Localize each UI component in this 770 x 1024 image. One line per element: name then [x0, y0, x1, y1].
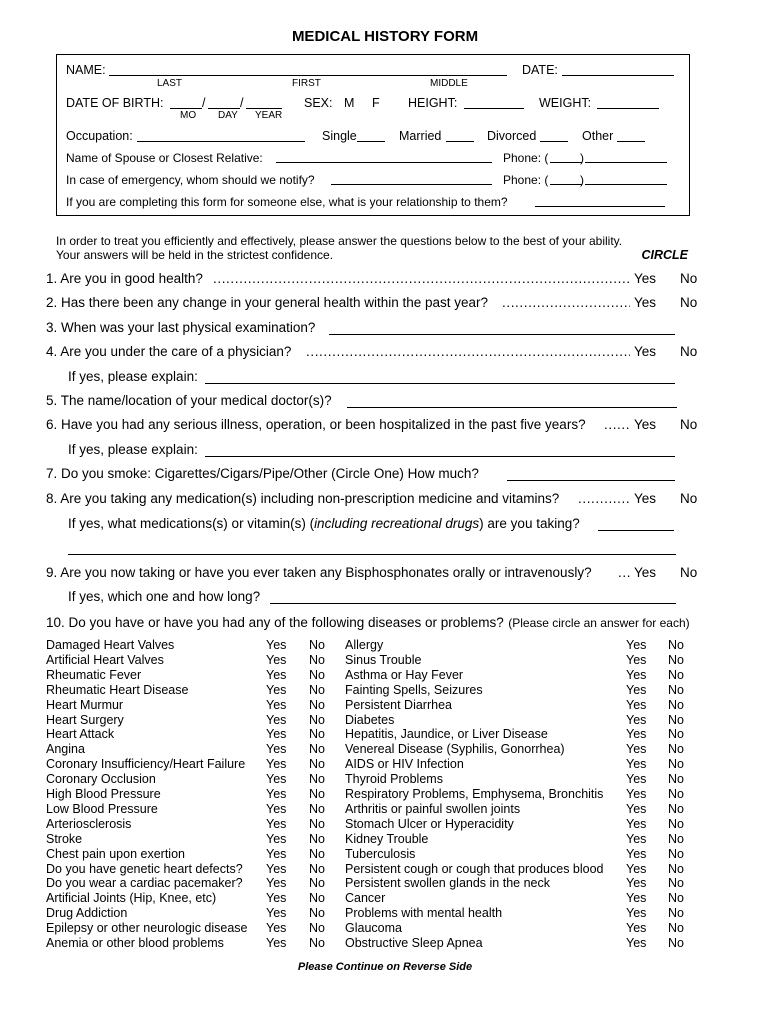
sex-m-option[interactable]: M [344, 96, 355, 110]
question-8-field-2[interactable] [68, 554, 676, 555]
disease-left-no[interactable]: No [309, 742, 325, 756]
occupation-field[interactable] [137, 141, 305, 142]
disease-right-yes[interactable]: Yes [626, 906, 647, 920]
question-6-explain-label: If yes, please explain: [68, 442, 198, 457]
disease-left-yes[interactable]: Yes [266, 787, 287, 801]
disease-right-item: Persistent Diarrhea [345, 698, 452, 712]
question-2-yes[interactable]: Yes [634, 295, 657, 310]
disease-left-no[interactable]: No [309, 683, 325, 697]
spouse-phone-close: ) [580, 151, 584, 165]
question-4-leader [306, 344, 630, 359]
relationship-label: If you are completing this form for someone else, what is your relationship to them? [66, 195, 508, 209]
question-4-explain-label: If yes, please explain: [68, 369, 198, 384]
middle-sublabel: MIDDLE [430, 78, 468, 89]
disease-right-item: Arthritis or painful swollen joints [345, 802, 521, 816]
question-9: 9. Are you now taking or have you ever taken any Bisphosphonates orally or intravenously? [46, 565, 592, 580]
disease-left-yes[interactable]: Yes [266, 772, 287, 786]
disease-right-yes[interactable]: Yes [626, 638, 647, 652]
disease-left-yes[interactable]: Yes [266, 876, 287, 890]
question-8-field[interactable] [598, 530, 674, 531]
disease-right-no[interactable]: No [668, 787, 684, 801]
question-10-text: 10. Do you have or have you had any of the following diseases or problems? [46, 615, 504, 630]
disease-right-yes[interactable]: Yes [626, 727, 647, 741]
disease-right-yes[interactable]: Yes [626, 683, 647, 697]
disease-left-yes[interactable]: Yes [266, 847, 287, 861]
mo-sublabel: MO [180, 110, 197, 121]
occupation-label: Occupation: [66, 129, 133, 143]
circle-label: CIRCLE [641, 248, 688, 262]
disease-right-no[interactable]: No [668, 862, 684, 876]
disease-left-no[interactable]: No [309, 787, 325, 801]
divorced-field[interactable] [540, 141, 568, 142]
other-label: Other [582, 129, 614, 143]
disease-right-yes[interactable]: Yes [626, 742, 647, 756]
disease-left-no[interactable]: No [309, 847, 325, 861]
disease-left-item: Artificial Heart Valves [46, 653, 164, 667]
disease-right-item: Persistent swollen glands in the neck [345, 876, 550, 890]
relationship-field[interactable] [535, 206, 665, 207]
question-1-no[interactable]: No [680, 271, 698, 286]
disease-left-yes[interactable]: Yes [266, 802, 287, 816]
spouse-phone-label: Phone: ( [503, 151, 549, 165]
disease-right-no[interactable]: No [668, 653, 684, 667]
disease-left-yes[interactable]: Yes [266, 727, 287, 741]
footer-note: Please Continue on Reverse Side [297, 961, 473, 973]
disease-left-item: Do you have genetic heart defects? [46, 862, 243, 876]
disease-right-no[interactable]: No [668, 727, 684, 741]
date-field[interactable] [562, 75, 674, 76]
question-6-no[interactable]: No [680, 417, 698, 432]
disease-right-item: Sinus Trouble [345, 653, 422, 667]
disease-left-yes[interactable]: Yes [266, 832, 287, 846]
disease-right-no[interactable]: No [668, 936, 684, 950]
disease-right-item: AIDS or HIV Infection [345, 757, 464, 771]
disease-right-no[interactable]: No [668, 891, 684, 905]
disease-left-item: Arteriosclerosis [46, 817, 132, 831]
question-6-yes[interactable]: Yes [634, 417, 657, 432]
disease-left-yes[interactable]: Yes [266, 921, 287, 935]
question-9-followup: If yes, which one and how long? [68, 589, 261, 604]
disease-left-item: Drug Addiction [46, 906, 128, 920]
dob-sep-1: / [202, 96, 206, 110]
disease-left-item: Low Blood Pressure [46, 802, 158, 816]
disease-left-no[interactable]: No [309, 921, 325, 935]
weight-label: WEIGHT: [539, 96, 592, 110]
question-5: 5. The name/location of your medical doctor(s)? [46, 393, 332, 408]
disease-left-no[interactable]: No [309, 832, 325, 846]
height-label: HEIGHT: [408, 96, 458, 110]
disease-left-no[interactable]: No [309, 862, 325, 876]
question-6-leader [604, 417, 630, 432]
disease-right-yes[interactable]: Yes [626, 876, 647, 890]
question-10-note: (Please circle an answer for each) [508, 616, 690, 630]
disease-left-item: Do you wear a cardiac pacemaker? [46, 876, 243, 890]
dob-year-field[interactable] [246, 108, 282, 109]
disease-right-item: Kidney Trouble [345, 832, 429, 846]
dob-day-field[interactable] [208, 108, 240, 109]
disease-left-yes[interactable]: Yes [266, 906, 287, 920]
disease-left-item: Rheumatic Fever [46, 668, 142, 682]
emergency-phone-field[interactable] [585, 184, 667, 185]
question-9-leader [618, 565, 632, 580]
intro-line-1: In order to treat you efficiently and effectively, please answer the questions below to the best of your ability. [56, 234, 623, 248]
disease-left-yes[interactable]: Yes [266, 757, 287, 771]
disease-left-no[interactable]: No [309, 653, 325, 667]
disease-left-yes[interactable]: Yes [266, 653, 287, 667]
name-field[interactable] [109, 75, 507, 76]
spouse-phone-area-field[interactable] [550, 162, 582, 163]
disease-right-yes[interactable]: Yes [626, 847, 647, 861]
other-field[interactable] [617, 141, 645, 142]
disease-left-item: Coronary Occlusion [46, 772, 156, 786]
question-1-leader [213, 271, 630, 286]
disease-left-yes[interactable]: Yes [266, 891, 287, 905]
disease-left-item: Artificial Joints (Hip, Knee, etc) [46, 891, 217, 905]
weight-field[interactable] [597, 108, 659, 109]
question-5-field[interactable] [347, 407, 677, 408]
question-4-yes[interactable]: Yes [634, 344, 657, 359]
emergency-phone-label: Phone: ( [503, 173, 549, 187]
disease-left-yes[interactable]: Yes [266, 713, 287, 727]
disease-left-no[interactable]: No [309, 713, 325, 727]
emergency-phone-close: ) [580, 173, 584, 187]
disease-right-item: Respiratory Problems, Emphysema, Bronchitis [345, 787, 604, 801]
question-10 [46, 614, 690, 632]
question-6-explain-field[interactable] [205, 456, 675, 457]
last-sublabel: LAST [157, 78, 183, 89]
question-8-followup-italic: including recreational drugs [314, 516, 480, 531]
disease-left-yes[interactable]: Yes [266, 668, 287, 682]
question-6: 6. Have you had any serious illness, operation, or been hospitalized in the past five years? [46, 417, 586, 432]
disease-left-yes[interactable]: Yes [266, 683, 287, 697]
disease-left-item: High Blood Pressure [46, 787, 161, 801]
disease-right-item: Fainting Spells, Seizures [345, 683, 483, 697]
disease-right-item: Venereal Disease (Syphilis, Gonorrhea) [345, 742, 565, 756]
disease-right-yes[interactable]: Yes [626, 668, 647, 682]
question-7: 7. Do you smoke: Cigarettes/Cigars/Pipe/Other (Circle One) How much? [46, 466, 479, 481]
first-sublabel: FIRST [292, 78, 321, 89]
disease-right-item: Diabetes [345, 713, 395, 727]
disease-left-item: Rheumatic Heart Disease [46, 683, 189, 697]
married-label: Married [399, 129, 442, 143]
question-9-field[interactable] [270, 603, 676, 604]
disease-right-yes[interactable]: Yes [626, 713, 647, 727]
disease-left-item: Stroke [46, 832, 83, 846]
disease-left-yes[interactable]: Yes [266, 698, 287, 712]
disease-right-yes[interactable]: Yes [626, 936, 647, 950]
disease-right-yes[interactable]: Yes [626, 653, 647, 667]
disease-right-no[interactable]: No [668, 772, 684, 786]
disease-right-no[interactable]: No [668, 817, 684, 831]
year-sublabel: YEAR [255, 110, 283, 121]
disease-left-item: Coronary Insufficiency/Heart Failure [46, 757, 246, 771]
question-8-followup-b: ) are you taking? [479, 516, 580, 531]
disease-left-no[interactable]: No [309, 876, 325, 890]
disease-right-no[interactable]: No [668, 847, 684, 861]
disease-right-item: Allergy [345, 638, 384, 652]
disease-right-no[interactable]: No [668, 757, 684, 771]
question-9-no[interactable]: No [680, 565, 698, 580]
disease-right-no[interactable]: No [668, 906, 684, 920]
date-label: DATE: [522, 63, 558, 77]
disease-right-yes[interactable]: Yes [626, 817, 647, 831]
dob-label: DATE OF BIRTH: [66, 96, 164, 110]
married-field[interactable] [446, 141, 474, 142]
emergency-phone-area-field[interactable] [550, 184, 582, 185]
question-8-followup [68, 516, 580, 531]
disease-right-no[interactable]: No [668, 742, 684, 756]
spouse-phone-field[interactable] [585, 162, 667, 163]
disease-left-yes[interactable]: Yes [266, 936, 287, 950]
spouse-field[interactable] [276, 162, 492, 163]
dob-sep-2: / [240, 96, 244, 110]
disease-right-no[interactable]: No [668, 683, 684, 697]
question-2-no[interactable]: No [680, 295, 698, 310]
disease-left-yes[interactable]: Yes [266, 742, 287, 756]
disease-left-item: Anemia or other blood problems [46, 936, 224, 950]
disease-right-item: Glaucoma [345, 921, 402, 935]
question-9-yes[interactable]: Yes [634, 565, 657, 580]
question-8-no[interactable]: No [680, 491, 698, 506]
name-label: NAME: [66, 63, 106, 77]
disease-right-yes[interactable]: Yes [626, 757, 647, 771]
question-8: 8. Are you taking any medication(s) including non-prescription medicine and vitamins? [46, 491, 560, 506]
sex-f-option[interactable]: F [372, 96, 380, 110]
disease-left-item: Heart Attack [46, 727, 115, 741]
disease-right-yes[interactable]: Yes [626, 891, 647, 905]
disease-right-yes[interactable]: Yes [626, 832, 647, 846]
question-7-field[interactable] [507, 480, 675, 481]
disease-right-item: Thyroid Problems [345, 772, 443, 786]
disease-left-no[interactable]: No [309, 891, 325, 905]
disease-left-item: Damaged Heart Valves [46, 638, 175, 652]
disease-right-item: Tuberculosis [345, 847, 416, 861]
disease-left-no[interactable]: No [309, 727, 325, 741]
question-8-followup-a: If yes, what medications(s) or vitamin(s) ( [68, 516, 315, 531]
disease-left-yes[interactable]: Yes [266, 862, 287, 876]
divorced-label: Divorced [487, 129, 537, 143]
disease-right-no[interactable]: No [668, 713, 684, 727]
disease-right-yes[interactable]: Yes [626, 698, 647, 712]
disease-right-no[interactable]: No [668, 698, 684, 712]
disease-left-no[interactable]: No [309, 698, 325, 712]
disease-left-item: Angina [46, 742, 85, 756]
emergency-label: In case of emergency, whom should we notify? [66, 173, 315, 187]
spouse-label: Name of Spouse or Closest Relative: [66, 151, 263, 165]
question-4: 4. Are you under the care of a physician? [46, 344, 292, 359]
single-label: Single [322, 129, 357, 143]
disease-left-item: Heart Surgery [46, 713, 124, 727]
question-2-leader [502, 295, 630, 310]
disease-left-item: Epilepsy or other neurologic disease [46, 921, 248, 935]
disease-left-item: Heart Murmur [46, 698, 124, 712]
question-1: 1. Are you in good health? [46, 271, 203, 286]
disease-left-no[interactable]: No [309, 668, 325, 682]
question-8-leader [578, 491, 630, 506]
disease-left-no[interactable]: No [309, 772, 325, 786]
disease-right-item: Asthma or Hay Fever [345, 668, 464, 682]
disease-right-item: Hepatitis, Jaundice, or Liver Disease [345, 727, 548, 741]
question-1-yes[interactable]: Yes [634, 271, 657, 286]
disease-right-no[interactable]: No [668, 921, 684, 935]
question-2: 2. Has there been any change in your general health within the past year? [46, 295, 489, 310]
disease-left-yes[interactable]: Yes [266, 817, 287, 831]
disease-right-no[interactable]: No [668, 638, 684, 652]
intro-line-2: Your answers will be held in the strictest confidence. [56, 248, 334, 262]
disease-right-item: Cancer [345, 891, 386, 905]
disease-left-yes[interactable]: Yes [266, 638, 287, 652]
disease-left-no[interactable]: No [309, 638, 325, 652]
disease-right-item: Persistent cough or cough that produces blood [345, 862, 604, 876]
question-8-yes[interactable]: Yes [634, 491, 657, 506]
question-4-explain-field[interactable] [205, 383, 675, 384]
question-3: 3. When was your last physical examination? [46, 320, 316, 335]
disease-left-no[interactable]: No [309, 906, 325, 920]
disease-right-no[interactable]: No [668, 668, 684, 682]
disease-right-yes[interactable]: Yes [626, 921, 647, 935]
disease-left-item: Chest pain upon exertion [46, 847, 185, 861]
disease-left-no[interactable]: No [309, 802, 325, 816]
single-field[interactable] [357, 141, 385, 142]
question-3-field[interactable] [329, 334, 675, 335]
disease-right-item: Obstructive Sleep Apnea [345, 936, 483, 950]
dob-month-field[interactable] [170, 108, 202, 109]
disease-right-item: Problems with mental health [345, 906, 503, 920]
emergency-field[interactable] [331, 184, 492, 185]
disease-left-no[interactable]: No [309, 757, 325, 771]
sex-label: SEX: [304, 96, 333, 110]
disease-right-yes[interactable]: Yes [626, 802, 647, 816]
disease-left-no[interactable]: No [309, 936, 325, 950]
disease-right-yes[interactable]: Yes [626, 862, 647, 876]
disease-right-no[interactable]: No [668, 876, 684, 890]
disease-right-yes[interactable]: Yes [626, 787, 647, 801]
disease-right-no[interactable]: No [668, 802, 684, 816]
question-4-no[interactable]: No [680, 344, 698, 359]
day-sublabel: DAY [218, 110, 238, 121]
disease-right-item: Stomach Ulcer or Hyperacidity [345, 817, 514, 831]
height-field[interactable] [464, 108, 524, 109]
disease-right-no[interactable]: No [668, 832, 684, 846]
form-title: MEDICAL HISTORY FORM [291, 28, 479, 45]
disease-right-yes[interactable]: Yes [626, 772, 647, 786]
disease-left-no[interactable]: No [309, 817, 325, 831]
